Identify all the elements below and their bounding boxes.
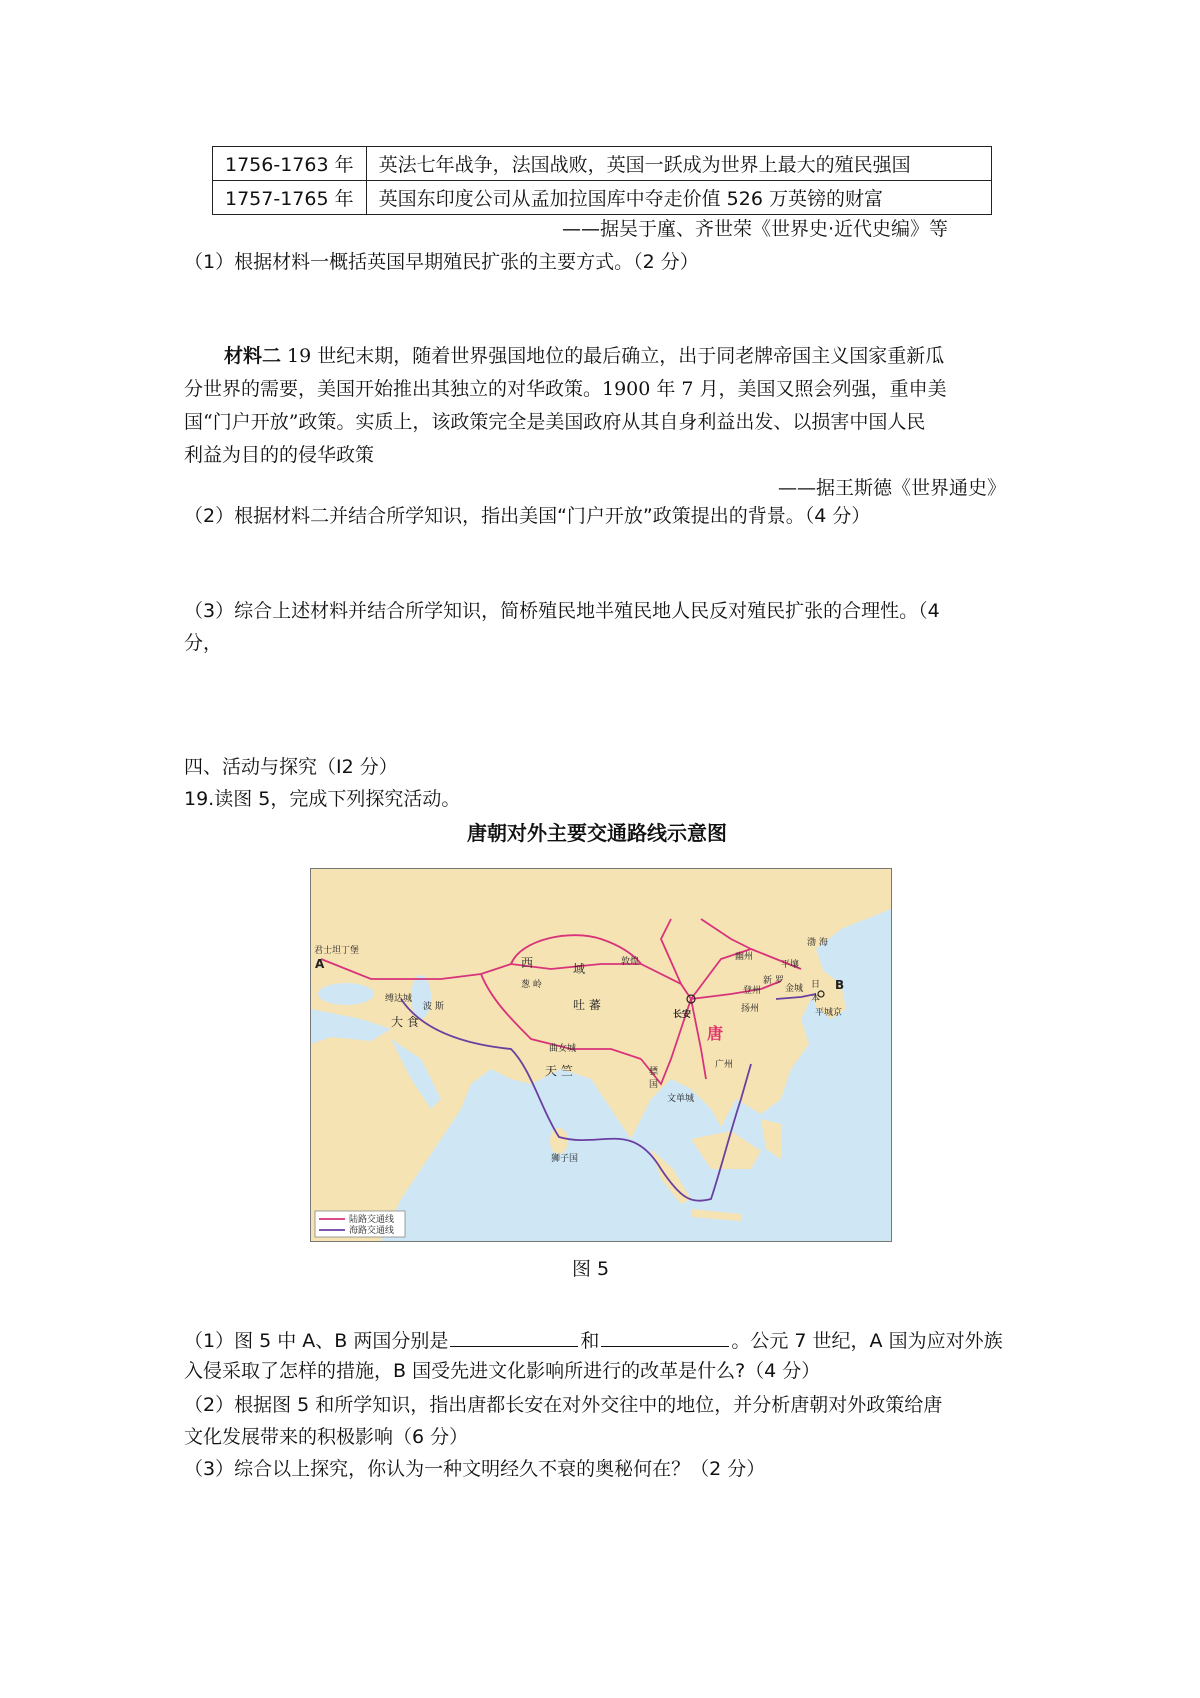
q19-1-prefix: （1）图 5 中 A、B 两国分别是 (184, 1330, 449, 1352)
question-19-1-line-1 (184, 1326, 1003, 1354)
map-label-baghdad: 缚达城 (385, 994, 413, 1004)
map-label-heijo: 平城京 (815, 1008, 843, 1018)
map-label-ben: 本 (811, 994, 821, 1004)
map-label-persia: 波 斯 (423, 1002, 444, 1012)
map-label-guangzhou: 广州 (715, 1060, 734, 1070)
question-19-1-line-2: 入侵采取了怎样的措施，B 国受先进文化影响所进行的改革是什么?（4 分） (184, 1360, 821, 1382)
caspian-sea (411, 975, 431, 1019)
question-19: 19.读图 5，完成下列探究活动。 (184, 788, 461, 810)
map-label-constantinople: 君士坦丁堡 (314, 946, 360, 956)
table-row (213, 147, 992, 181)
material2-line-1 (224, 343, 944, 369)
q19-1-suffix: 。公元 7 世纪，A 国为应对外族 (731, 1330, 1003, 1352)
question-3-line-1: （3）综合上述材料并结合所学知识，简桥殖民地半殖民地人民反对殖民扩张的合理性。（4 (184, 600, 940, 622)
map-label-tubo: 吐 蕃 (573, 998, 601, 1012)
map-label-biao: 骠 (649, 1067, 659, 1077)
taiwan (754, 1061, 764, 1081)
legend-land-label: 陆路交通线 (349, 1215, 395, 1225)
map-label-wendan: 文单城 (667, 1094, 695, 1104)
map-label-ri: 日 (811, 980, 821, 990)
table-cell-year: 1756-1763 年 (213, 147, 367, 181)
map-label-tianzhu: 天 竺 (545, 1064, 573, 1078)
question-19-2-line-1: （2）根据图 5 和所学知识，指出唐都长安在对外交往中的地位，并分析唐朝对外政策给唐 (184, 1394, 943, 1416)
map-label-bohai: 渤 海 (807, 938, 828, 948)
map-label-dengzhou: 登州 (743, 986, 762, 996)
answer-blank-a[interactable] (450, 1326, 578, 1347)
table-cell-event: 英法七年战争，法国战败，英国一跃成为世界上最大的殖民强国 (366, 147, 991, 181)
question-19-3: （3）综合以上探究，你认为一种文明经久不衰的奥秘何在？（2 分） (184, 1458, 766, 1480)
material2-line-2: 分世界的需要，美国开始推出其独立的对华政策。1900 年 7 月，美国又照会列强，重申美 (184, 378, 947, 400)
map-label-xi: 西 (521, 956, 534, 970)
map-label-jincheng: 金城 (785, 984, 804, 994)
question-3-line-2: 分， (184, 632, 223, 654)
table-cell-year: 1757-1765 年 (213, 181, 367, 215)
material2-line-4: 利益为目的的侵华政策 (184, 444, 375, 466)
question-1: （1）根据材料一概括英国早期殖民扩张的主要方式。（2 分） (184, 251, 699, 273)
map-label-silla: 新 罗 (763, 976, 784, 986)
map-label-dunhuang: 敦煌 (621, 957, 640, 967)
table-row (213, 181, 992, 215)
table-cell-event: 英国东印度公司从孟加拉国库中夺走价值 526 万英镑的财富 (366, 181, 991, 215)
map-svg (311, 869, 891, 1241)
material2-text: 19 世纪末期，随着世界强国地位的最后确立，出于同老牌帝国主义国家重新瓜 (281, 345, 945, 367)
map-label-kannauj: 曲女城 (549, 1044, 577, 1054)
black-sea (318, 983, 374, 1005)
map-label-pyongyang: 平壤 (781, 960, 800, 970)
tang-routes-map (310, 868, 892, 1242)
material2-label: 材料二 (224, 345, 282, 367)
map-label-shizi: 狮子国 (551, 1154, 579, 1164)
legend-sea-label: 海路交通线 (349, 1226, 395, 1236)
q19-1-and: 和 (580, 1330, 600, 1352)
map-label-a: A (315, 957, 325, 971)
question-2: （2）根据材料二并结合所学知识，指出美国“门户开放”政策提出的背景。（4 分） (184, 505, 871, 527)
material2-line-3: 国“门户开放”政策。实质上，该政策完全是美国政府从其自身利益出发、以损害中国人民 (184, 411, 926, 433)
section-4-title: 四、活动与探究（I2 分） (184, 756, 398, 778)
map-caption: 图 5 (572, 1258, 610, 1280)
map-label-yangzhou: 扬州 (741, 1004, 760, 1014)
map-label-changan: 长安 (673, 1010, 692, 1020)
map-label-yu: 域 (573, 962, 586, 976)
material2-source: ——据王斯德《世界通史》 (778, 477, 1007, 499)
events-table (212, 146, 992, 215)
map-title: 唐朝对外主要交通路线示意图 (467, 821, 727, 845)
sri-lanka (550, 1128, 568, 1154)
map-label-congling: 葱 岭 (521, 980, 542, 990)
map-label-guo: 国 (649, 1080, 659, 1090)
material1-source: ——据吴于廑、齐世荣《世界史·近代史编》等 (562, 218, 949, 240)
map-label-tang: 唐 (707, 1024, 724, 1043)
map-label-b: B (835, 978, 845, 992)
map-label-youzhou: 幽州 (735, 952, 754, 962)
map-label-arab: 大 食 (391, 1015, 419, 1029)
answer-blank-b[interactable] (601, 1326, 729, 1347)
question-19-2-line-2: 文化发展带来的积极影响（6 分） (184, 1426, 469, 1448)
